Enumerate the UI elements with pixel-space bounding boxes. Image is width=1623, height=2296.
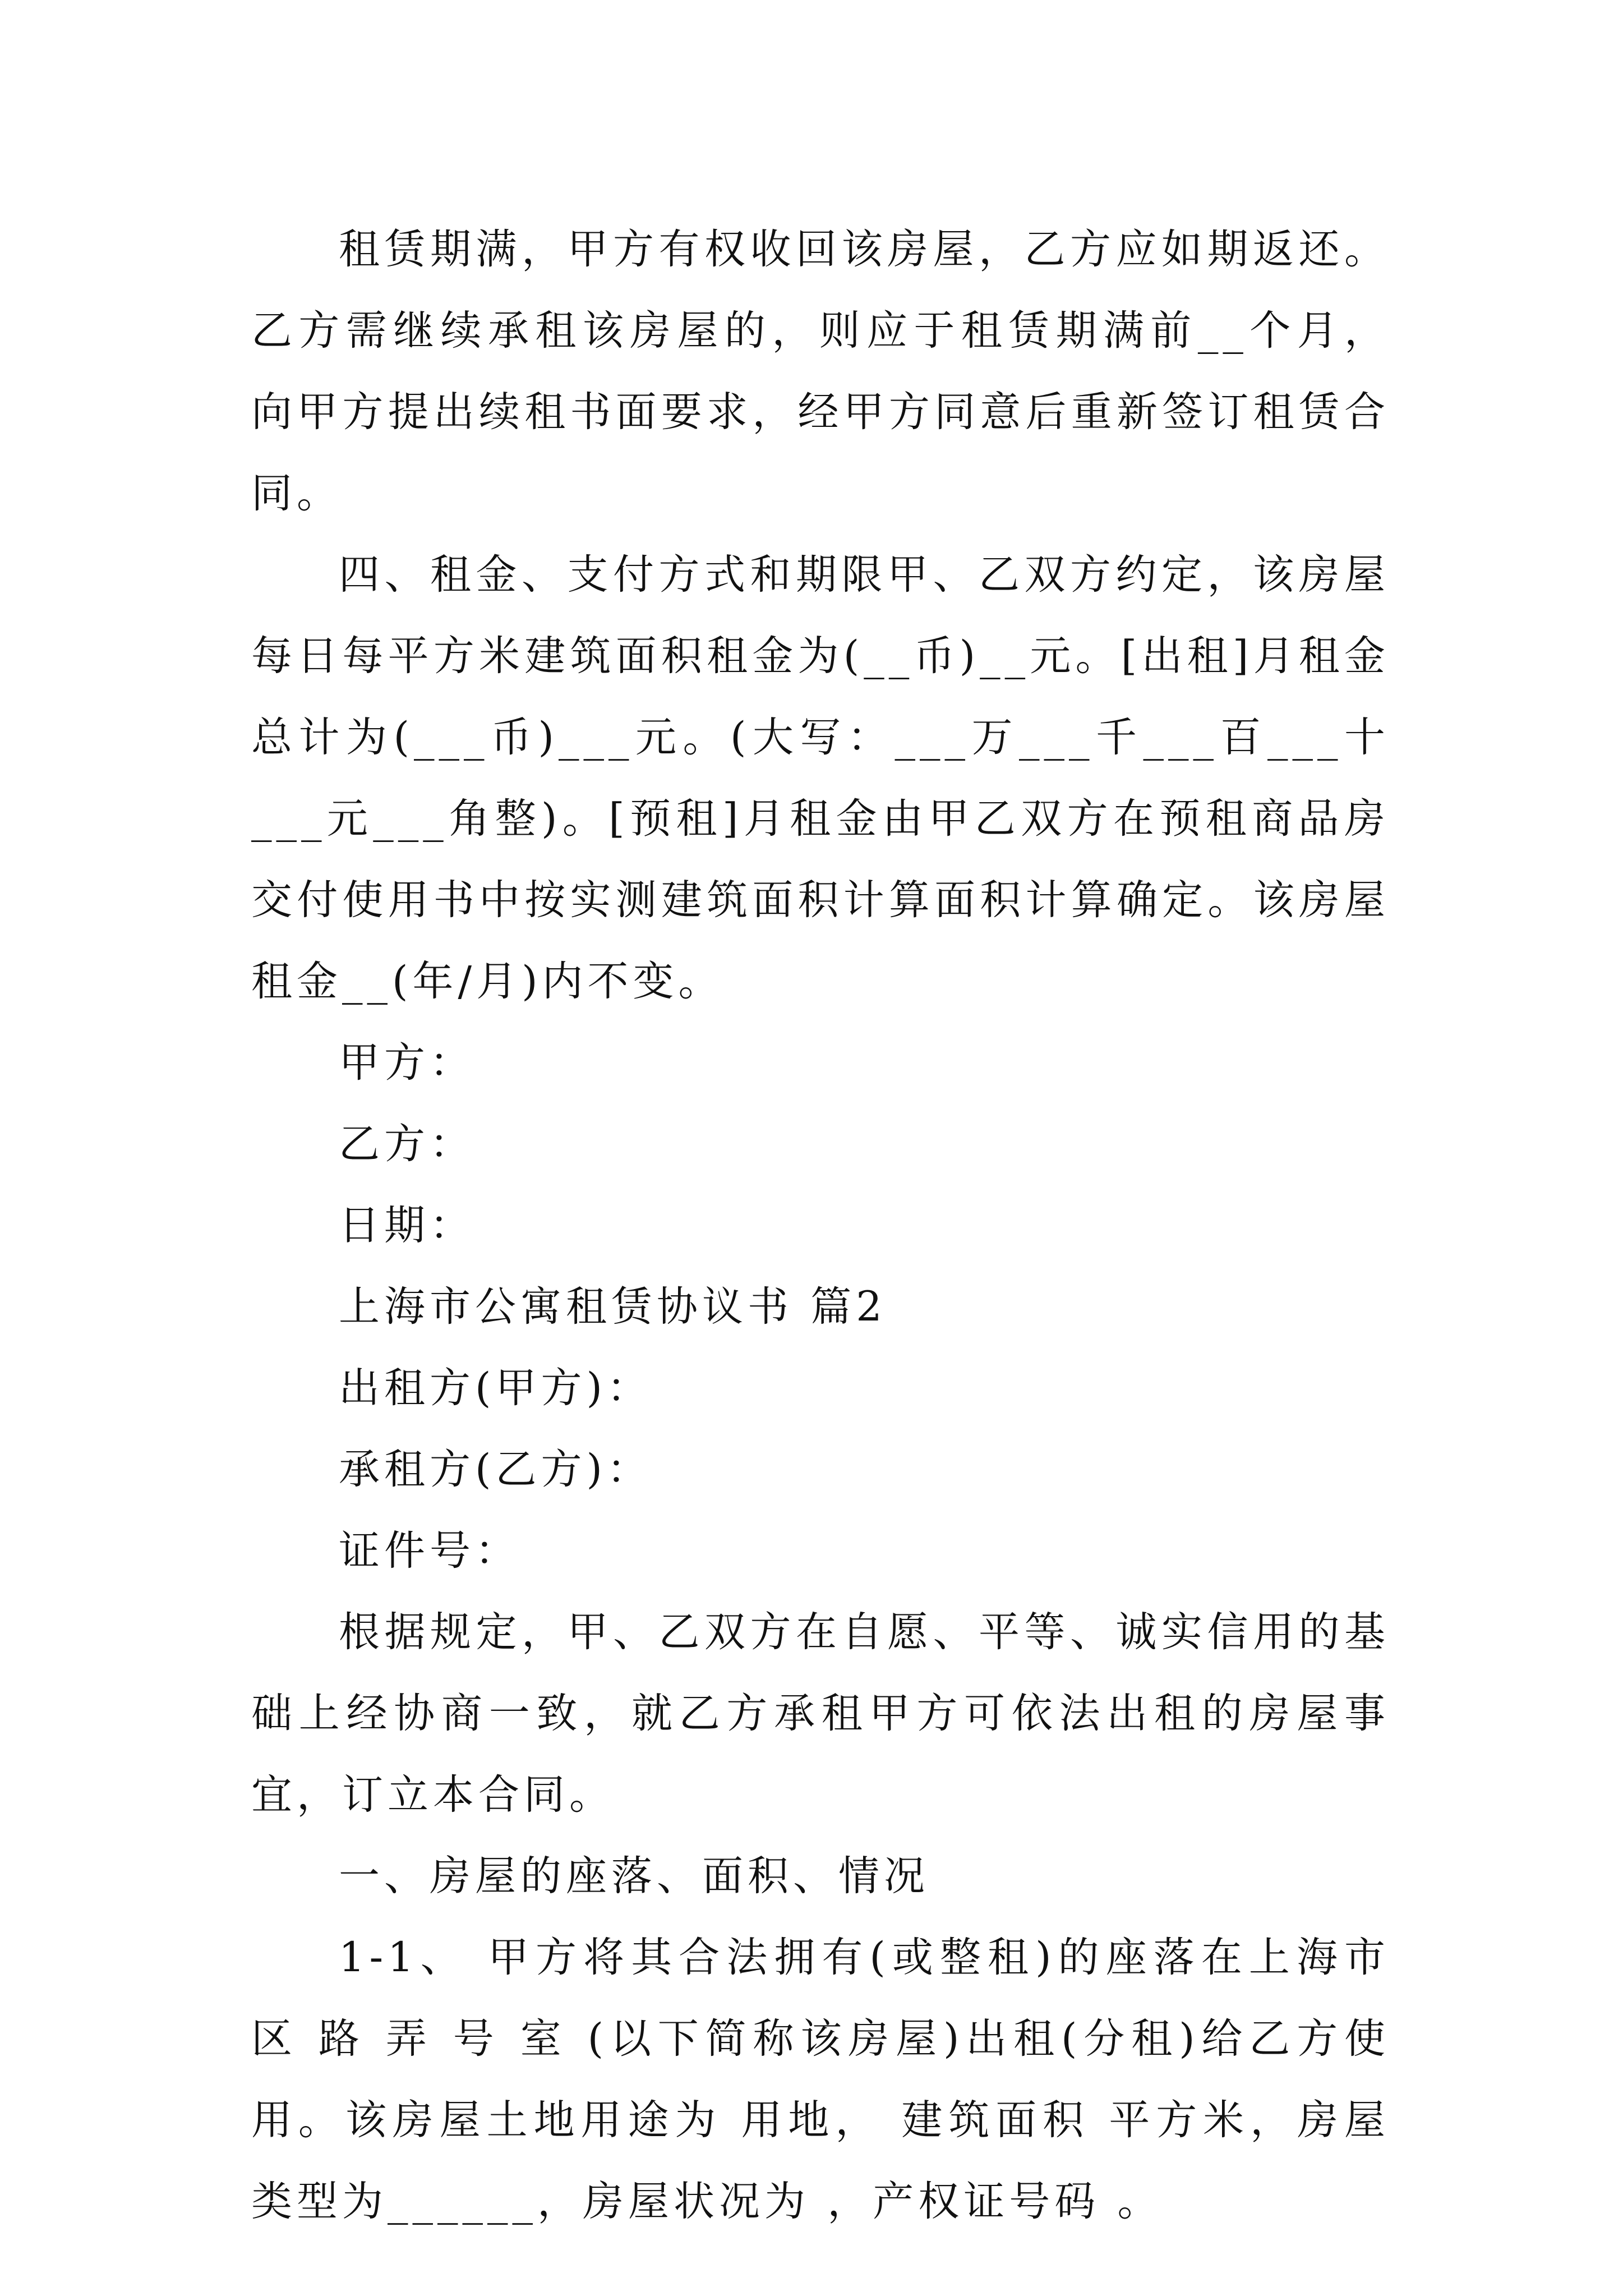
- paragraph-agreement-basis: 根据规定，甲、乙双方在自愿、平等、诚实信用的基础上经协商一致，就乙方承租甲方可依法出租的房屋事宜，订立本合同。: [251, 1608, 1390, 1819]
- section-title: 上海市公寓租赁协议书 篇2: [339, 1283, 887, 1331]
- lessor-field: 出租方(甲方)：: [339, 1364, 652, 1412]
- clause-heading-property: 一、房屋的座落、面积、情况: [339, 1852, 929, 1900]
- paragraph-rent-payment: 四、租金、支付方式和期限甲、乙双方约定，该房屋每日每平方米建筑面积租金为(__币)__元。[出租]月租金总计为(___币)___元。(大写：___万___千___百___十___元___角整)。[预租]月租金由甲乙双方在预租商品房交付使用书中按实测建筑面积计算面积计算确定。该房屋租金__(年/月)内不变。: [251, 551, 1390, 1005]
- paragraph-lease-expiry: 租赁期满，甲方有权收回该房屋，乙方应如期返还。乙方需继续承租该房屋的，则应于租赁期满前__个月，向甲方提出续租书面要求，经甲方同意后重新签订租赁合同。: [251, 226, 1390, 517]
- id-number-field: 证件号：: [339, 1527, 520, 1575]
- signature-party-a: 甲方：: [339, 1039, 475, 1087]
- document-page: [251, 209, 1390, 2242]
- signature-date: 日期：: [339, 1202, 475, 1249]
- lessee-field: 承租方(乙方)：: [339, 1446, 652, 1493]
- clause-1-1: 1-1、 甲方将其合法拥有(或整租)的座落在上海市 区 路 弄 号 室 (以下简称该房屋)出租(分租)给乙方使用。该房屋土地用途为 用地， 建筑面积 平方米，房屋类型为______，房屋状况为 ，产权证号码 。: [251, 1934, 1390, 2225]
- signature-party-b: 乙方：: [339, 1120, 475, 1168]
